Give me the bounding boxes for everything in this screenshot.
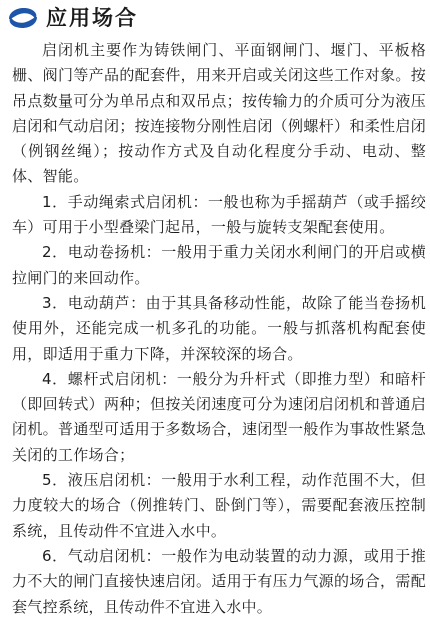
section-body bbox=[12, 38, 426, 620]
item-hydraulic-hoist: 5．液压启闭机：一般用于水利工程，动作范围不大，但力度较大的场合（例推转门、卧倒门等），需要配套液压控制系统，且传动件不宜进入水中。 bbox=[12, 471, 426, 540]
section-header bbox=[6, 3, 138, 33]
section-title: 应用场合 bbox=[46, 6, 138, 30]
intro-paragraph: 启闭机主要作为铸铁闸门、平面钢闸门、堰门、平板格栅、阀门等产品的配套件，用来开启或关闭这些工作对象。按吊点数量可分为单吊点和双吊点；按传输力的介质可分为液压启闭和气动启闭；按连接物分刚性启闭（例螺杆）和柔性启闭（例钢丝绳）；按动作方式及自动化程度分手动、电动、整体、智能。 bbox=[12, 41, 426, 186]
item-manual-rope-hoist: 1．手动绳索式启闭机：一般也称为手摇葫芦（或手摇绞车）可用于小型叠梁门起吊，一般与旋转支架配套使用。 bbox=[12, 192, 426, 237]
item-screw-hoist: 4．螺杆式启闭机：一般分为升杆式（即推力型）和暗杆（即回转式）两种；但按关闭速度可分为速闭启闭机和普通启闭机。普通型可适用于多数场合，速闭型一般作为事故性紧急关闭的工作场合； bbox=[12, 369, 426, 464]
item-pneumatic-hoist: 6．气动启闭机：一般作为电动装置的动力源，或用于推力不大的闸门直接快速启闭。适用于有压力气源的场合，需配套气控系统，且传动件不宜进入水中。 bbox=[12, 546, 426, 616]
swirl-logo-icon bbox=[6, 5, 40, 31]
item-electric-hoist: 3．电动葫芦：由于其具备移动性能，故除了能当卷扬机使用外，还能完成一机多孔的功能。一般与抓落机构配套使用，即适用于重力下降，并深较深的场合。 bbox=[12, 293, 426, 363]
item-electric-winch: 2．电动卷扬机：一般用于重力关闭水利闸门的开启或横拉闸门的来回动作。 bbox=[12, 243, 426, 287]
